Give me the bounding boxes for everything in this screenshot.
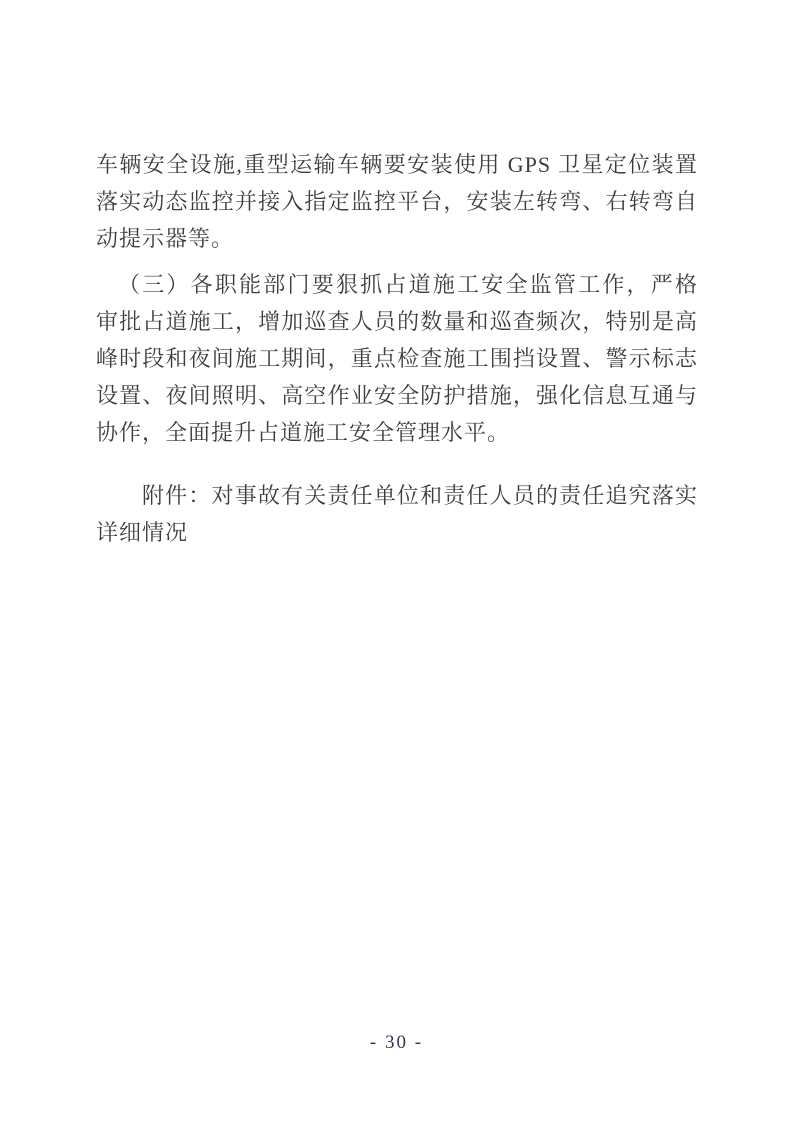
text-line: 审批占道施工，增加巡查人员的数量和巡查频次，特别是高 xyxy=(96,309,698,334)
text-line: 协作，全面提升占道施工安全管理水平。 xyxy=(96,420,511,445)
paragraph-continuation xyxy=(96,146,698,257)
page-number: - 30 - xyxy=(369,1032,424,1053)
text-line: 落实动态监控并接入指定监控平台，安装左转弯、右转弯自 xyxy=(96,189,698,214)
paragraph-attachment-note xyxy=(96,477,698,551)
text-line: 设置、夜间照明、高空作业安全防护措施，强化信息互通与 xyxy=(96,383,698,408)
text-line: （三）各职能部门要狠抓占道施工安全监管工作，严格 xyxy=(118,272,698,297)
text-line: 详细情况 xyxy=(96,520,189,545)
document-body xyxy=(96,146,698,551)
text-line: 附件：对事故有关责任单位和责任人员的责任追究落实 xyxy=(142,483,698,508)
text-line: 车辆安全设施,重型运输车辆要安装使用 GPS 卫星定位装置 xyxy=(96,152,698,177)
text-line: 峰时段和夜间施工期间，重点检查施工围挡设置、警示标志 xyxy=(96,346,698,371)
paragraph-section-three xyxy=(96,266,698,451)
text-line: 动提示器等。 xyxy=(96,226,235,251)
